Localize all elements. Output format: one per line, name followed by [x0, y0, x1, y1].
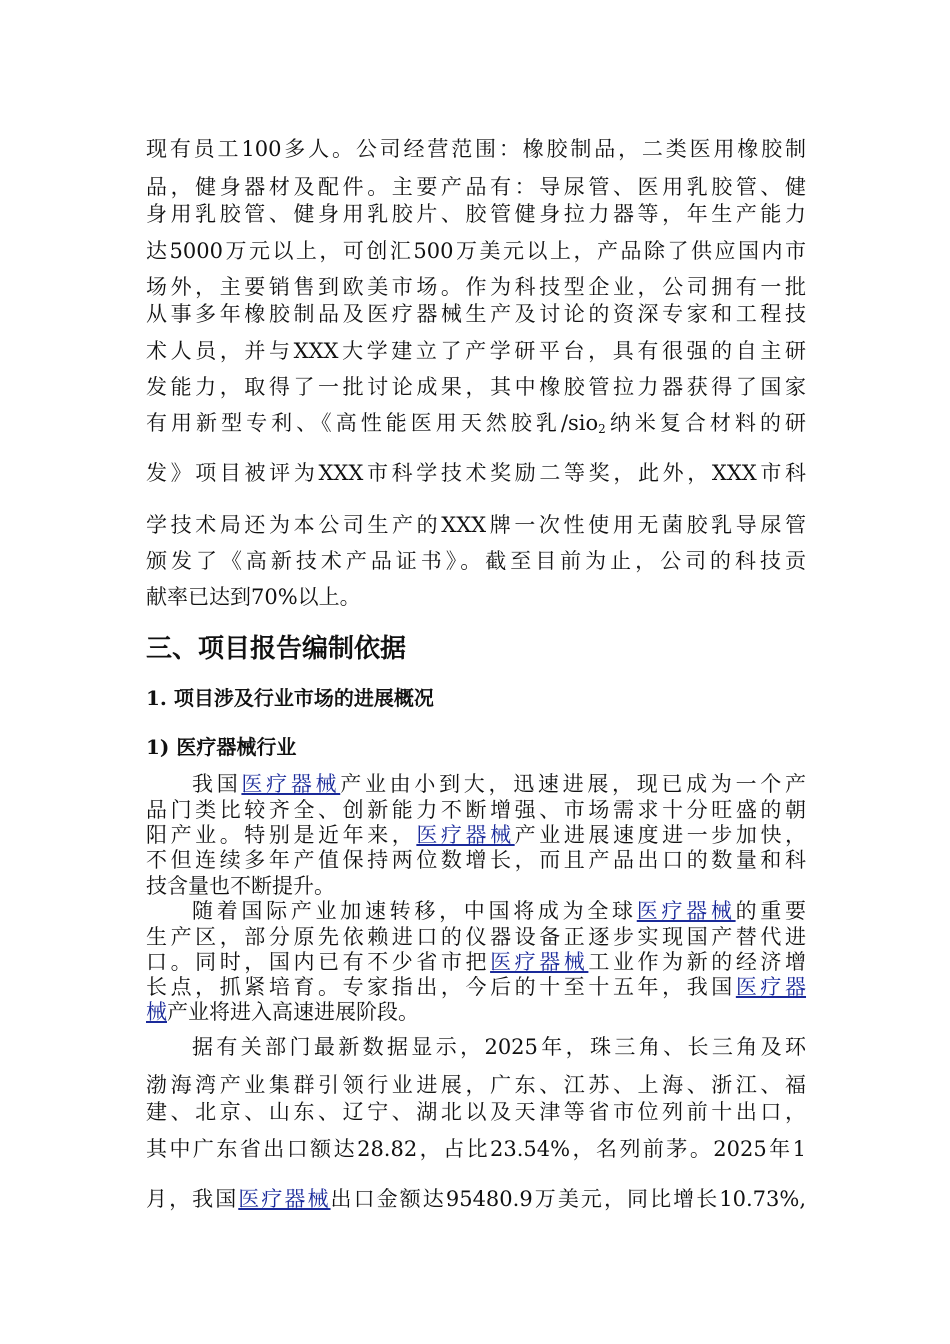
text-line: [146, 1184, 806, 1214]
text-line: 发能力，取得了一批讨论成果，其中橡胶管拉力器获得了国家: [146, 375, 806, 399]
text-line: [146, 997, 806, 1027]
text-segment: 长点，抓紧培育。专家指出，今后的十至十五年，我国: [146, 975, 736, 999]
text-line: [146, 408, 806, 438]
medical-device-link[interactable]: 医疗器械: [636, 899, 736, 923]
medical-device-link[interactable]: 医疗器械: [241, 772, 341, 796]
text-line: 品，健身器材及配件。主要产品有：导尿管、医用乳胶管、健: [146, 175, 806, 199]
text-segment: 的重要: [735, 899, 807, 923]
text-line: 发》项目被评为XXX市科学技术奖励二等奖，此外，XXX市科: [146, 461, 806, 485]
text-line: 献率已达到70%以上。: [146, 585, 361, 609]
text-line: 渤海湾产业集群引领行业进展，广东、江苏、上海、浙江、福: [146, 1073, 806, 1097]
text-segment: 纳米复合材料的研: [605, 411, 807, 435]
text-line: 技含量也不断提升。: [146, 874, 335, 898]
text-segment: 产业将进入高速进展阶段。: [167, 1000, 419, 1024]
medical-device-link[interactable]: 医疗器械: [490, 950, 589, 974]
text-segment: 随着国际产业加速转移，中国将成为全球: [192, 899, 637, 923]
text-segment: 口。同时，国内已有不少省市把: [146, 950, 491, 974]
text-line: 颁发了《高新技术产品证书》。截至目前为止，公司的科技贡: [146, 549, 806, 573]
text-line: 其中广东省出口额达28.82，占比23.54%，名列前茅。2025年1: [146, 1137, 806, 1161]
medical-device-link[interactable]: 械: [146, 1000, 167, 1024]
text-segment: 我国: [192, 772, 242, 796]
section-heading: 三、项目报告编制依据: [146, 634, 407, 664]
text-segment: 产业进展速度进一步加快，: [514, 823, 807, 847]
text-segment: 出口金额达95480.9万美元，同比增长10.73%,: [330, 1187, 807, 1211]
text-line: 学技术局还为本公司生产的XXX牌一次性使用无菌胶乳导尿管: [146, 513, 806, 537]
text-line: 现有员工100多人。公司经营范围：橡胶制品，二类医用橡胶制: [146, 137, 806, 161]
text-line: 从事多年橡胶制品及医疗器械生产及讨论的资深专家和工程技: [146, 302, 806, 326]
text-line: 身用乳胶管、健身用乳胶片、胶管健身拉力器等，年生产能力: [146, 202, 806, 226]
medical-device-link[interactable]: 医疗器: [735, 975, 807, 999]
subscript: 2: [598, 422, 606, 436]
text-segment: 产业由小到大，迅速进展，现已成为一个产: [340, 772, 807, 796]
text-line: 生产区，部分原先依赖进口的仪器设备正逐步实现国产替代进: [146, 925, 806, 949]
medical-device-link[interactable]: 医疗器械: [416, 823, 515, 847]
text-line: 建、北京、山东、辽宁、湖北以及天津等省市位列前十出口，: [146, 1100, 806, 1124]
subsection-heading: 1. 项目涉及行业市场的进展概况: [146, 686, 434, 710]
text-line: 品门类比较齐全、创新能力不断增强、市场需求十分旺盛的朝: [146, 798, 806, 822]
text-line: 不但连续多年产值保持两位数增长，而且产品出口的数量和科: [146, 848, 806, 872]
text-line: 达5000万元以上，可创汇500万美元以上，产品除了供应国内市: [146, 239, 806, 263]
subsubsection-heading: 1) 医疗器械行业: [146, 735, 297, 759]
text-line: 术人员，并与XXX大学建立了产学研平台，具有很强的自主研: [146, 339, 806, 363]
text-segment: 阳产业。特别是近年来，: [146, 823, 417, 847]
medical-device-link[interactable]: 医疗器械: [238, 1187, 331, 1211]
text-segment: 月，我国: [146, 1187, 239, 1211]
text-segment: 工业作为新的经济增: [588, 950, 807, 974]
text-line: 据有关部门最新数据显示，2025年，珠三角、长三角及环: [192, 1035, 806, 1059]
text-segment: 有用新型专利、《高性能医用天然胶乳/sio: [146, 411, 599, 435]
text-line: 场外，主要销售到欧美市场。作为科技型企业，公司拥有一批: [146, 275, 806, 299]
